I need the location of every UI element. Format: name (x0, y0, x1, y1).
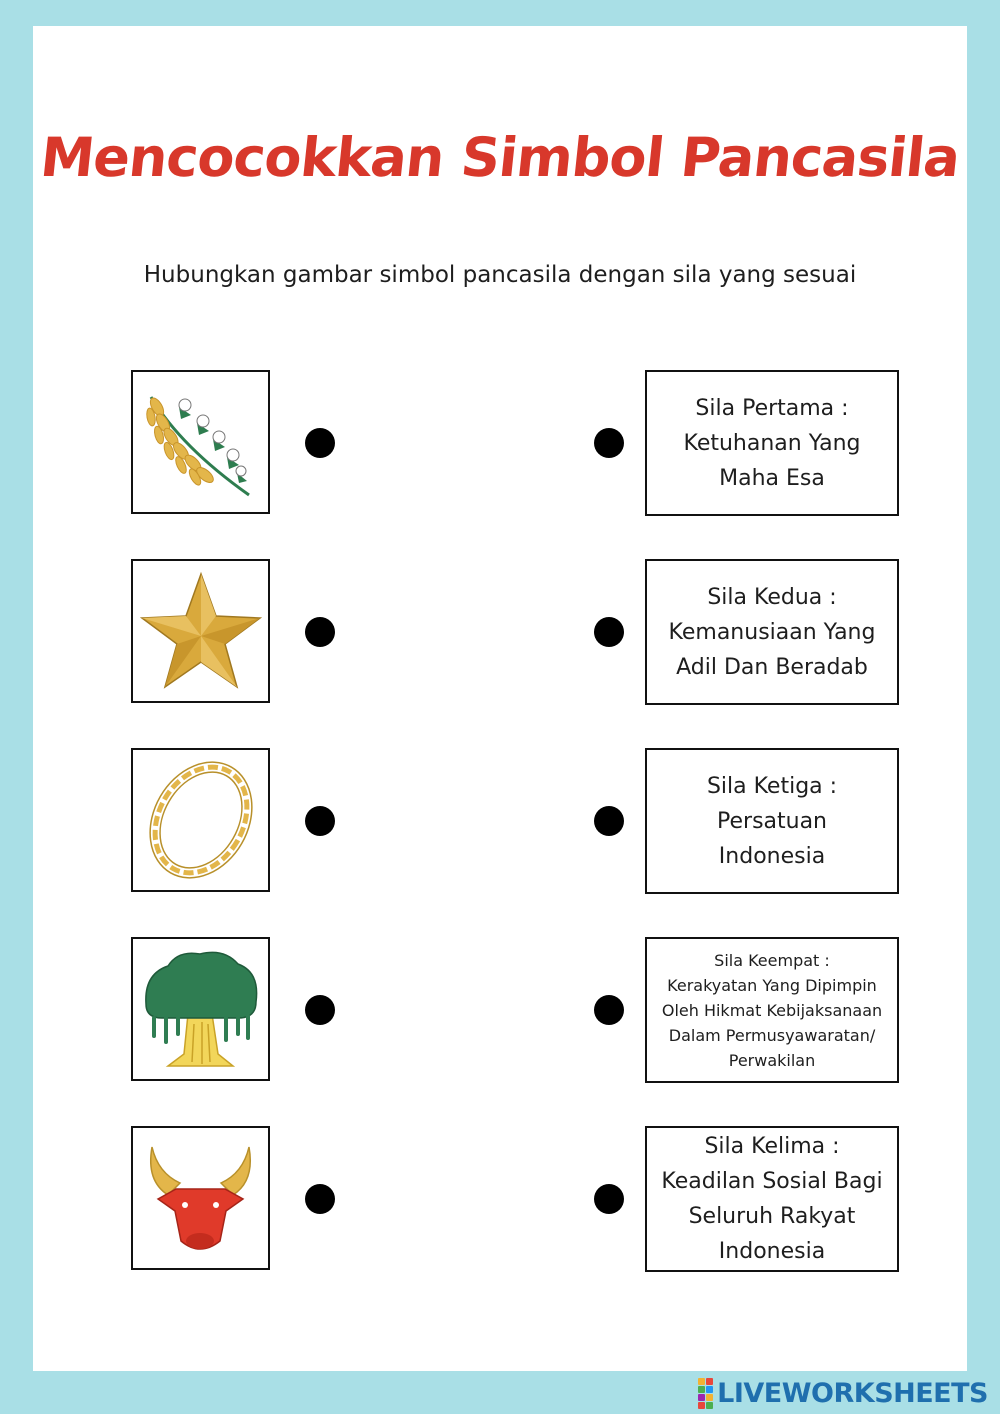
symbol-box-rice-cotton (131, 370, 270, 514)
right-match-dot-5[interactable] (594, 1184, 624, 1214)
symbol-box-bull-head (131, 1126, 270, 1270)
sila-text: Indonesia (718, 843, 826, 869)
brand-name: LIVEWORKSHEETS (717, 1377, 988, 1409)
sila-text: Dalam Permusyawaratan/ (668, 1025, 876, 1045)
sila-box-4 (645, 937, 899, 1083)
left-match-dot-4[interactable] (305, 995, 335, 1025)
left-match-dot-2[interactable] (305, 617, 335, 647)
sila-text: Adil Dan Beradab (676, 654, 868, 680)
symbol-box-chain (131, 748, 270, 892)
sila-box-3 (645, 748, 899, 894)
sila-text: Keadilan Sosial Bagi (661, 1169, 883, 1194)
sila-text: Maha Esa (719, 465, 825, 491)
sila-label: Sila Kelima : (704, 1134, 840, 1159)
sila-label: Sila Ketiga : (706, 773, 838, 799)
sila-text: Indonesia (718, 1239, 826, 1264)
sila-box-2 (645, 559, 899, 705)
sila-text: Oleh Hikmat Kebijaksanaan (661, 1000, 883, 1020)
left-match-dot-5[interactable] (305, 1184, 335, 1214)
chain-icon (141, 755, 261, 885)
symbol-box-star (131, 559, 270, 703)
left-match-dot-3[interactable] (305, 806, 335, 836)
left-match-dot-1[interactable] (305, 428, 335, 458)
star-icon (136, 566, 266, 696)
sila-text: Kemanusiaan Yang (668, 619, 876, 645)
sila-text: Seluruh Rakyat (688, 1204, 856, 1229)
rice-cotton-icon (141, 377, 261, 507)
sila-text: Perwakilan (728, 1050, 816, 1070)
sila-box-1 (645, 370, 899, 516)
sila-label: Sila Kedua : (707, 584, 837, 610)
symbol-box-banyan-tree (131, 937, 270, 1081)
sila-text: Persatuan (717, 808, 827, 834)
sila-label: Sila Keempat : (714, 950, 830, 970)
liveworksheets-brand[interactable] (698, 1377, 988, 1409)
instructions: Hubungkan gambar simbol pancasila dengan sila yang sesuai (143, 262, 857, 288)
right-match-dot-4[interactable] (594, 995, 624, 1025)
bull-head-icon (138, 1133, 263, 1263)
liveworksheets-logo-icon (698, 1378, 713, 1409)
sila-box-5 (645, 1126, 899, 1272)
right-match-dot-1[interactable] (594, 428, 624, 458)
sila-label: Sila Pertama : (695, 395, 849, 421)
right-match-dot-2[interactable] (594, 617, 624, 647)
sila-text: Kerakyatan Yang Dipimpin (667, 975, 877, 995)
right-match-dot-3[interactable] (594, 806, 624, 836)
page-title: Mencocokkan Simbol Pancasila (37, 126, 963, 189)
sila-text: Ketuhanan Yang (683, 430, 861, 456)
banyan-tree-icon (138, 944, 263, 1074)
